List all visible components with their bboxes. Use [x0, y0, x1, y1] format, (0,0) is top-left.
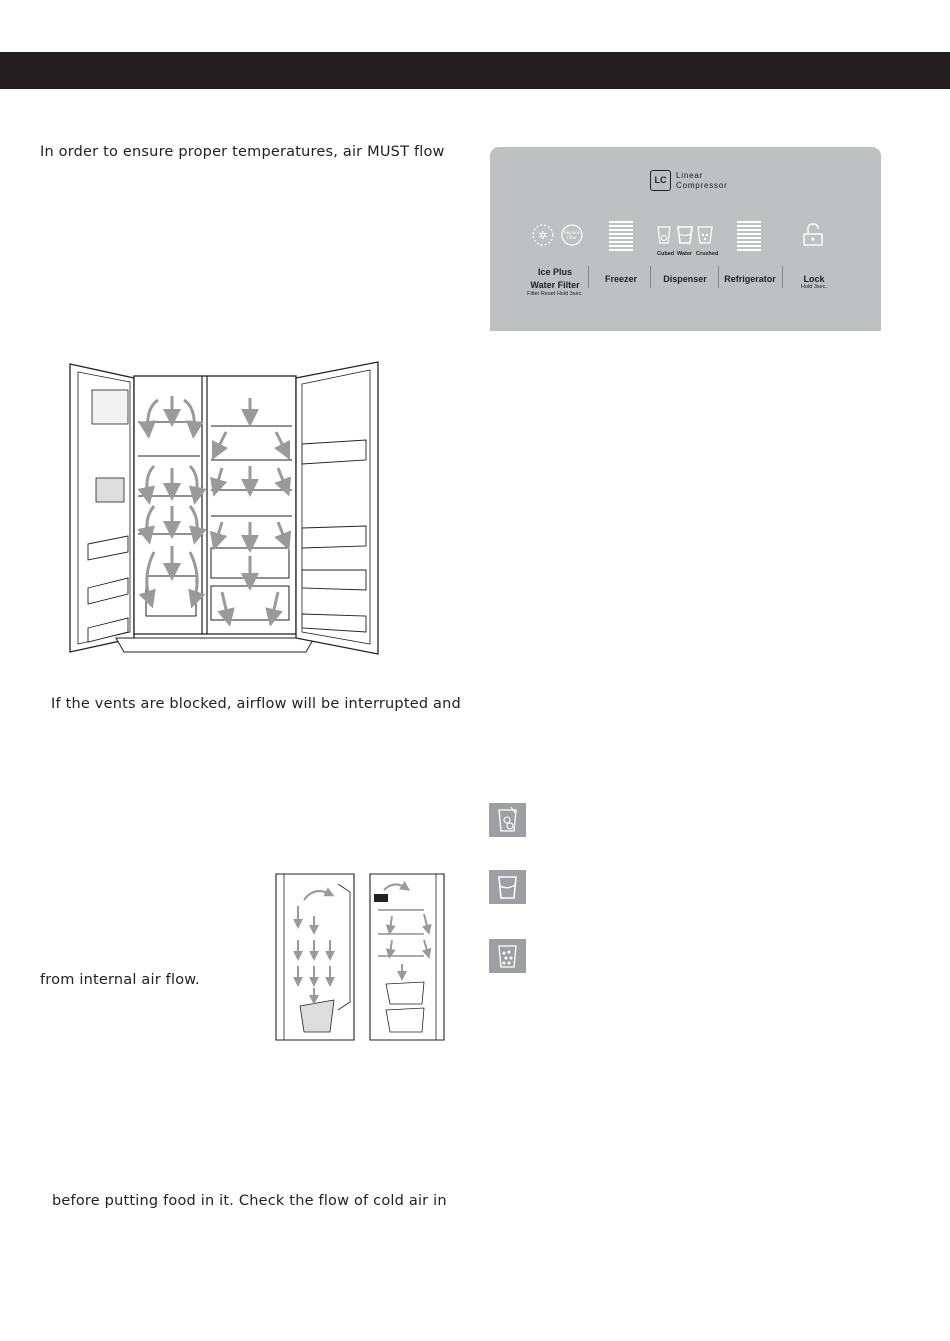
water-icon: [489, 870, 526, 904]
fridge-airflow-illustration: [66, 356, 384, 656]
freezer-button[interactable]: Freezer: [604, 274, 638, 284]
cubed-ice-icon: [489, 803, 526, 837]
dispenser-option-crushed: Crushed: [696, 251, 719, 257]
header-bar: [0, 52, 950, 89]
water-filter-button[interactable]: Water Filter: [530, 280, 580, 290]
control-panel: [490, 147, 881, 331]
svg-text:Filter: Filter: [567, 235, 577, 240]
freezer-level-icon: [609, 221, 633, 253]
water-filter-sub: Filter Reset Hold 3sec.: [527, 291, 583, 297]
svg-text:✲: ✲: [538, 229, 548, 242]
ice-plus-icon: [530, 222, 586, 248]
dispenser-option-cubed: Cubed: [657, 251, 675, 257]
dispenser-icons: [655, 223, 715, 245]
brand-line-2: Compressor: [676, 181, 728, 190]
dispenser-button[interactable]: Dispenser: [663, 274, 707, 284]
paragraph-check-flow: before putting food in it. Check the flow of cold air in: [52, 1193, 447, 1209]
lock-sub: Hold 3sec.: [801, 284, 827, 290]
ice-plus-button[interactable]: Ice Plus: [537, 267, 573, 277]
svg-text:Replace: Replace: [564, 230, 580, 235]
lock-button[interactable]: Lock: [803, 274, 825, 284]
refrigerator-button[interactable]: Refrigerator: [724, 274, 776, 284]
dispenser-option-water: Water: [677, 251, 693, 257]
lc-badge: LC: [650, 170, 671, 191]
cutaway-airflow-illustration: [274, 870, 450, 1050]
paragraph-internal-air: from internal air flow.: [40, 972, 200, 988]
crushed-ice-icon: [489, 939, 526, 973]
brand-line-1: Linear: [676, 171, 704, 180]
lock-icon: [800, 222, 826, 248]
paragraph-airflow: In order to ensure proper temperatures, air MUST flow: [40, 144, 445, 160]
paragraph-vents: If the vents are blocked, airflow will be interrupted and: [51, 696, 461, 712]
refrigerator-level-icon: [737, 221, 761, 253]
